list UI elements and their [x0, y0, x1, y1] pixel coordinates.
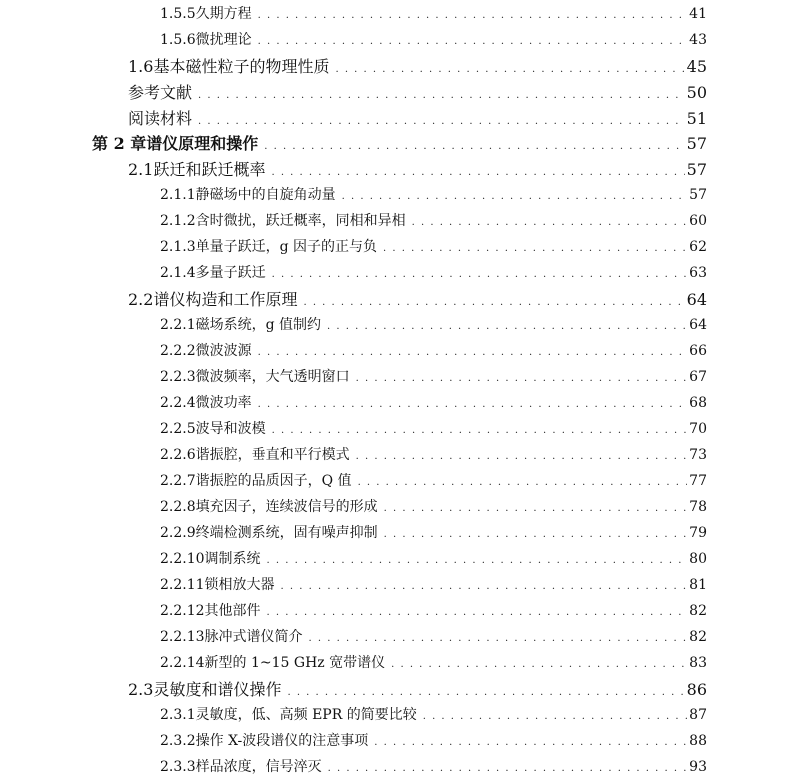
- toc-entry[interactable]: [128, 54, 707, 77]
- dot-leader: [383, 243, 687, 254]
- toc-entry[interactable]: [160, 496, 707, 516]
- toc-entry[interactable]: [160, 652, 707, 672]
- toc-entry-title: 谐振腔的品质因子，Q 值: [195, 473, 352, 489]
- dot-leader: [358, 477, 688, 488]
- toc-entry-number: 2.2.1: [160, 317, 196, 333]
- toc-entry-number: 2.2.7: [160, 473, 196, 489]
- toc-entry-number: 2.3.3: [160, 759, 196, 775]
- toc-chapter-entry[interactable]: [92, 131, 707, 154]
- toc-entry[interactable]: [160, 756, 707, 776]
- toc-entry[interactable]: [160, 184, 707, 204]
- toc-entry[interactable]: [160, 340, 707, 360]
- dot-leader: [384, 503, 688, 514]
- toc-entry-number: 2.2.13: [160, 629, 205, 645]
- toc-entry-page: 63: [689, 265, 707, 281]
- toc-entry[interactable]: [160, 600, 707, 620]
- toc-entry-title: 久期方程: [195, 6, 252, 22]
- toc-entry-number: 1.5.5: [160, 6, 196, 22]
- toc-entry-page: 50: [686, 83, 707, 102]
- toc-entry[interactable]: [160, 236, 707, 256]
- toc-entry[interactable]: [160, 366, 707, 386]
- toc-entry-title: 微波波源: [195, 343, 252, 359]
- toc-entry-page: 64: [689, 317, 707, 333]
- toc-entry-title: 灵敏度，低、高频 EPR 的简要比较: [195, 707, 417, 723]
- toc-entry-page: 66: [689, 343, 707, 359]
- dot-leader: [271, 167, 684, 178]
- toc-entry-title: 多量子跃迁: [195, 265, 266, 281]
- toc-entry-title: 灵敏度和谱仪操作: [153, 680, 282, 699]
- toc-entry[interactable]: [160, 548, 707, 568]
- toc-entry-page: 79: [689, 525, 707, 541]
- toc-entry-title: 微波功率: [195, 395, 252, 411]
- dot-leader: [384, 529, 688, 540]
- toc-entry-page: 57: [686, 160, 707, 179]
- toc-entry-page: 57: [689, 187, 707, 203]
- dot-leader: [374, 737, 687, 748]
- toc-entry-page: 81: [689, 577, 707, 593]
- toc-entry-title: 调制系统: [204, 551, 261, 567]
- toc-entry[interactable]: [128, 157, 707, 180]
- toc-entry-number: 2.2.11: [160, 577, 205, 593]
- toc-entry-page: 60: [689, 213, 707, 229]
- dot-leader: [272, 269, 688, 280]
- toc-entry-page: 83: [689, 655, 707, 671]
- toc-entry-number: 2.2.12: [160, 603, 205, 619]
- toc-entry-page: 67: [689, 369, 707, 385]
- dot-leader: [267, 607, 688, 618]
- toc-entry-page: 51: [686, 109, 707, 128]
- dot-leader: [258, 399, 688, 410]
- toc-entry-number: 2.2.3: [160, 369, 196, 385]
- toc-entry-number: 2.2.5: [160, 421, 196, 437]
- toc-entry[interactable]: [160, 262, 707, 282]
- toc-entry-page: 68: [689, 395, 707, 411]
- toc-entry-number: 1.6: [128, 57, 154, 76]
- toc-entry[interactable]: [160, 574, 707, 594]
- toc-entry-number: 1.5.6: [160, 32, 196, 48]
- toc-entry-page: 87: [689, 707, 707, 723]
- toc-entry-page: 86: [686, 680, 707, 699]
- dot-leader: [287, 687, 684, 698]
- toc-entry-title: 基本磁性粒子的物理性质: [153, 57, 330, 76]
- dot-leader: [272, 425, 688, 436]
- toc-entry-page: 80: [689, 551, 707, 567]
- toc-entry-title: 样品浓度，信号淬灭: [195, 759, 322, 775]
- toc-entry-number: 2.2.4: [160, 395, 196, 411]
- toc-entry-title: 含时微扰，跃迁概率，同相和异相: [195, 213, 406, 229]
- toc-entry-number: 2.2: [128, 290, 154, 309]
- dot-leader: [335, 64, 684, 75]
- dot-leader: [198, 90, 685, 101]
- toc-entry-page: 57: [686, 134, 707, 153]
- toc-entry-page: 82: [689, 629, 707, 645]
- toc-entry-page: 93: [689, 759, 707, 775]
- toc-entry-number: 2.3.2: [160, 733, 196, 749]
- toc-entry-number: 2.3.1: [160, 707, 196, 723]
- toc-entry-title: 单量子跃迁，g 因子的正与负: [195, 239, 378, 255]
- toc-entry-title: 谱仪构造和工作原理: [153, 290, 298, 309]
- dot-leader: [356, 451, 688, 462]
- toc-entry[interactable]: [160, 730, 707, 750]
- toc-entry-number: 2.1.1: [160, 187, 196, 203]
- toc-entry-title: 微波频率，大气透明窗口: [195, 369, 350, 385]
- toc-entry[interactable]: [128, 80, 707, 103]
- toc-entry-title: 参考文献: [128, 83, 193, 102]
- toc-entry-page: 45: [686, 57, 707, 76]
- toc-entry-number: 2.1.2: [160, 213, 196, 229]
- toc-entry-number: 2.1.3: [160, 239, 196, 255]
- toc-entry-page: 73: [689, 447, 707, 463]
- dot-leader: [327, 321, 687, 332]
- toc-entry-title: 锁相放大器: [204, 577, 275, 593]
- dot-leader: [303, 297, 684, 308]
- toc-entry[interactable]: [128, 287, 707, 310]
- toc-entry[interactable]: [160, 470, 707, 490]
- toc-entry[interactable]: [160, 444, 707, 464]
- toc-entry[interactable]: [128, 106, 707, 129]
- dot-leader: [267, 555, 688, 566]
- toc-entry-number: 2.2.2: [160, 343, 196, 359]
- toc-entry-title: 操作 X-波段谱仪的注意事项: [195, 733, 369, 749]
- toc-entry[interactable]: [160, 418, 707, 438]
- toc-entry-number: 2.2.14: [160, 655, 205, 671]
- dot-leader: [198, 116, 685, 127]
- toc-entry-title: 脉冲式谱仪简介: [204, 629, 303, 645]
- toc-entry[interactable]: [160, 392, 707, 412]
- toc-entry-title: 微扰理论: [195, 32, 252, 48]
- toc-entry-title: 其他部件: [204, 603, 261, 619]
- toc-entry-title: 新型的 1~15 GHz 宽带谱仪: [204, 655, 386, 671]
- dot-leader: [356, 373, 688, 384]
- toc-entry-number: 2.1.4: [160, 265, 196, 281]
- toc-entry[interactable]: [160, 29, 707, 49]
- toc-entry-page: 88: [689, 733, 707, 749]
- toc-entry-title: 填充因子，连续波信号的形成: [195, 499, 378, 515]
- toc-entry-page: 82: [689, 603, 707, 619]
- toc-entry[interactable]: [128, 677, 707, 700]
- dot-leader: [391, 659, 687, 670]
- toc-entry-page: 41: [689, 6, 707, 22]
- toc-entry-title: 静磁场中的自旋角动量: [195, 187, 336, 203]
- dot-leader: [264, 141, 684, 152]
- toc-entry-page: 70: [689, 421, 707, 437]
- toc-entry-number: 2.2.9: [160, 525, 196, 541]
- toc-entry-number: 2.2.10: [160, 551, 205, 567]
- toc-entry-title: 谱仪原理和操作: [146, 134, 259, 153]
- toc-entry[interactable]: [160, 626, 707, 646]
- toc-entry-page: 62: [689, 239, 707, 255]
- toc-entry-title: 阅读材料: [128, 109, 193, 128]
- toc-entry-title: 波导和波模: [195, 421, 266, 437]
- toc-entry-title: 磁场系统，g 值制约: [195, 317, 322, 333]
- dot-leader: [281, 581, 688, 592]
- toc-entry[interactable]: [160, 522, 707, 542]
- toc-entry-number: 第 2 章: [92, 134, 147, 153]
- toc-entry-page: 77: [689, 473, 707, 489]
- toc-entry[interactable]: [160, 210, 707, 230]
- toc-entry-page: 78: [689, 499, 707, 515]
- toc-entry-page: 43: [689, 32, 707, 48]
- toc-entry[interactable]: [160, 704, 707, 724]
- dot-leader: [258, 10, 688, 21]
- dot-leader: [412, 217, 688, 228]
- dot-leader: [258, 36, 688, 47]
- toc-entry-number: 2.1: [128, 160, 154, 179]
- toc-entry-title: 终端检测系统，固有噪声抑制: [195, 525, 378, 541]
- dot-leader: [423, 711, 687, 722]
- toc-entry-page: 64: [686, 290, 707, 309]
- toc-entry[interactable]: [160, 314, 707, 334]
- toc-entry-number: 2.3: [128, 680, 154, 699]
- dot-leader: [328, 763, 688, 774]
- toc-entry[interactable]: [160, 3, 707, 23]
- dot-leader: [309, 633, 688, 644]
- toc-entry-title: 跃迁和跃迁概率: [153, 160, 266, 179]
- dot-leader: [258, 347, 688, 358]
- toc-entry-title: 谐振腔，垂直和平行模式: [195, 447, 350, 463]
- toc-entry-number: 2.2.8: [160, 499, 196, 515]
- toc-entry-number: 2.2.6: [160, 447, 196, 463]
- dot-leader: [342, 191, 688, 202]
